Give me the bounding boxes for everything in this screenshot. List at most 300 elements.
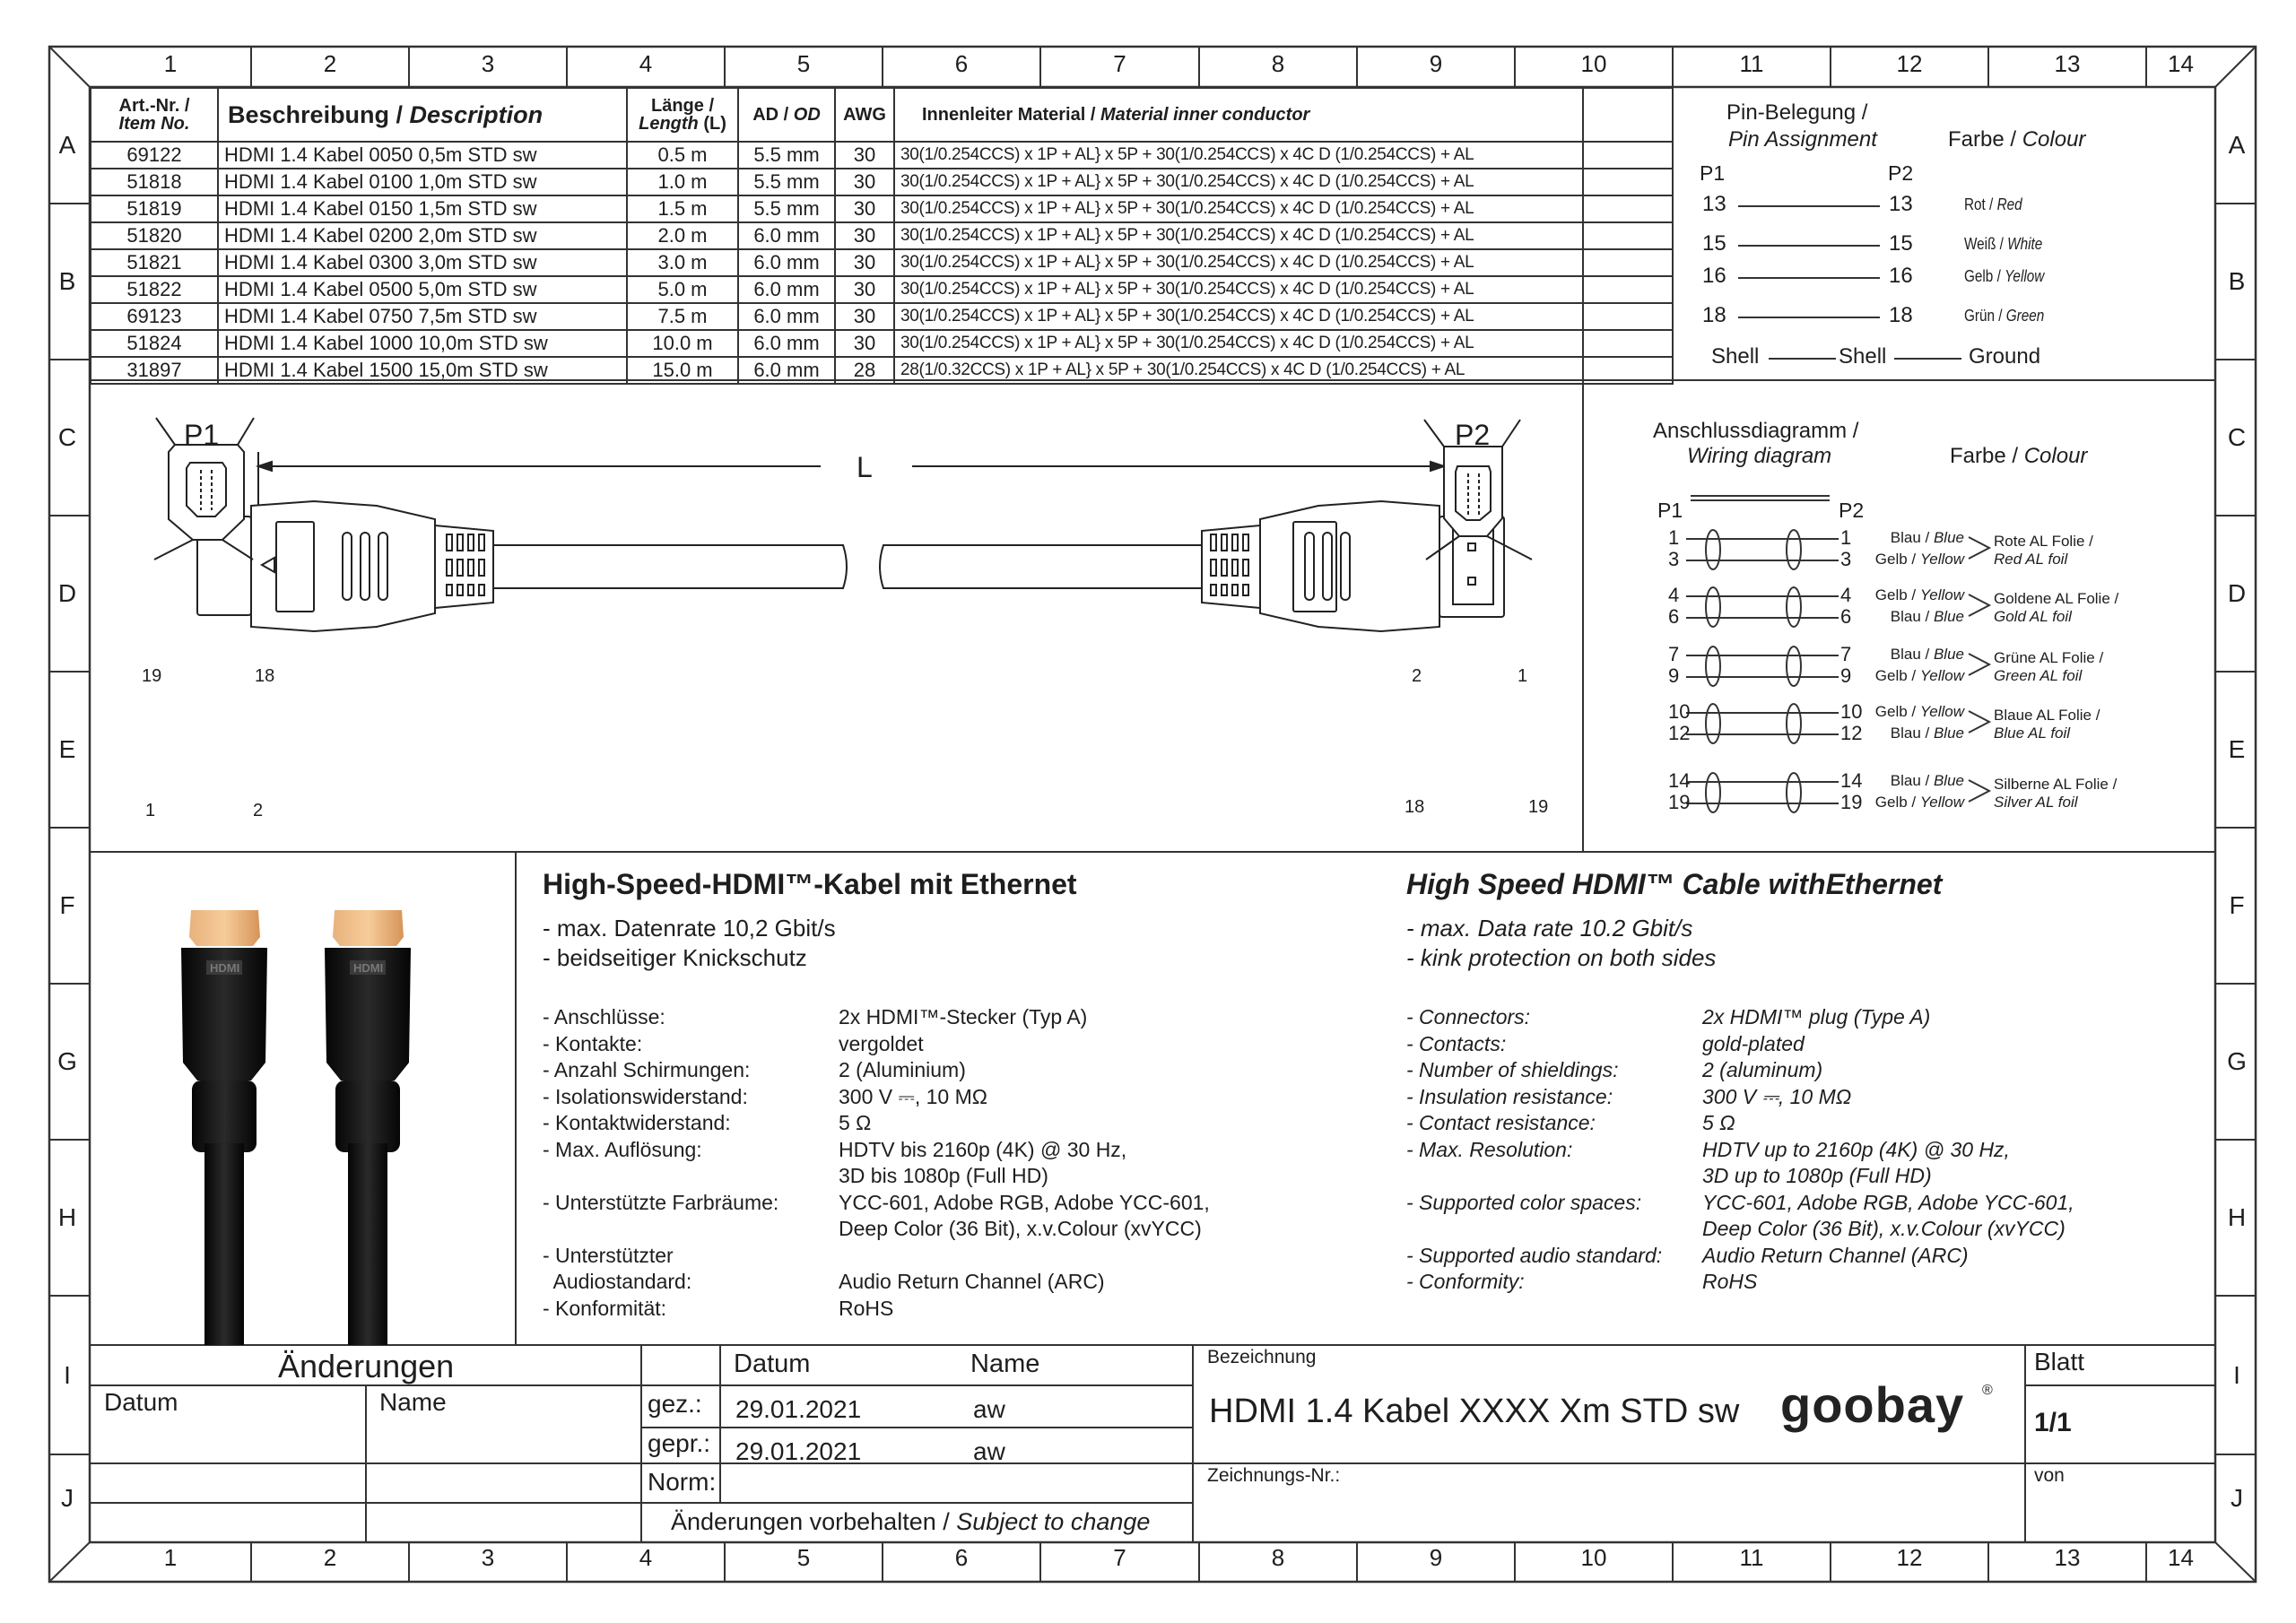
spec-key: - Unterstützte Farbräume: [543, 1190, 779, 1214]
wiring-p2-b: 9 [1840, 664, 1852, 687]
bullet-en-2: - kink protection on both sides [1406, 944, 1717, 971]
wiring-colour-1: Gelb / Yellow [1874, 586, 1964, 603]
wiring-p1-a: 10 [1668, 700, 1691, 723]
spec-value: 3D up to 1080p (Full HD) [1702, 1164, 1932, 1187]
spec-value: gold-plated [1702, 1031, 1805, 1055]
row-label-B-right: B [2228, 267, 2246, 295]
cell-no: 69122 [91, 142, 218, 169]
column-label-13-bottom: 13 [2054, 1544, 2081, 1571]
column-label-9-bottom: 9 [1429, 1544, 1443, 1571]
cell-desc: HDMI 1.4 Kabel 0050 0,5m STD sw [218, 142, 627, 169]
wiring-p2-a: 1 [1840, 526, 1852, 549]
spec-row [543, 1269, 1210, 1296]
table-row [91, 222, 1673, 249]
spec-value: 300 V ⎓, 10 MΩ [839, 1084, 987, 1108]
cell-desc: HDMI 1.4 Kabel 0100 1,0m STD sw [218, 169, 627, 195]
column-label-13-top: 13 [2054, 50, 2081, 77]
column-label-12-top: 12 [1896, 50, 1923, 77]
row-label-E-left: E [58, 735, 76, 763]
spec-row [1406, 1137, 2074, 1164]
wiring-colour-2: Gelb / Yellow [1874, 551, 1964, 568]
wiring-foil-en: Red AL foil [1994, 551, 2068, 568]
wiring-p2-a: 7 [1840, 643, 1852, 665]
item-table [90, 87, 1674, 385]
end-right-pin1: 1 [1518, 666, 1528, 686]
pin-p2-number: 18 [1889, 303, 1913, 327]
spec-value: 2 (aluminum) [1702, 1058, 1823, 1081]
row-label-D-right: D [2227, 579, 2247, 607]
tb-datum-header: Datum [734, 1350, 811, 1378]
plug-left [181, 910, 267, 1345]
pin-title-de: Pin-Belegung / [1726, 100, 1868, 125]
pin-shell-1: Shell [1711, 344, 1760, 369]
end-right-pin19: 19 [1528, 797, 1549, 817]
cell-len: 10.0 m [627, 330, 738, 357]
wiring-pair-2 [1650, 584, 2119, 638]
wiring-p1-a: 14 [1668, 769, 1691, 792]
spec-value: 2 (Aluminium) [839, 1058, 966, 1081]
column-label-10-bottom: 10 [1580, 1544, 1607, 1571]
end-right-pin2: 2 [1412, 666, 1422, 686]
spec-row [1406, 1243, 2074, 1270]
spec-key: - Konformität: [543, 1296, 667, 1320]
spec-value: Deep Color (36 Bit), x.v.Colour (xvYCC) [1702, 1217, 2066, 1240]
tb-gepr-name: aw [973, 1437, 1005, 1465]
column-label-7-bottom: 7 [1113, 1544, 1126, 1571]
cell-ad: 5.5 mm [738, 142, 835, 169]
tb-bezeichnung: Bezeichnung [1207, 1347, 1317, 1367]
cell-awg: 30 [835, 195, 894, 222]
spec-key [1406, 1163, 1702, 1190]
column-label-12-bottom: 12 [1896, 1544, 1923, 1571]
wiring-colour-1: Blau / Blue [1890, 529, 1964, 546]
spec-row [543, 1137, 1210, 1164]
cell-awg: 30 [835, 330, 894, 357]
drawing-length: L [857, 451, 873, 483]
pin-colour-label: Grün / Green [1964, 307, 2045, 325]
wiring-colour-2: Gelb / Yellow [1874, 794, 1964, 811]
product-title-en: High Speed HDMI™ Cable withEthernet [1406, 868, 1943, 900]
cell-awg: 28 [835, 357, 894, 384]
spec-value: HDTV up to 2160p (4K) @ 30 Hz, [1702, 1137, 2010, 1161]
plug-right [325, 910, 411, 1345]
wiring-p2-b: 6 [1840, 605, 1852, 628]
spec-key: - Unterstützter [543, 1243, 674, 1267]
tb-name-header: Name [970, 1350, 1040, 1378]
changes-heading: Änderungen [278, 1348, 455, 1384]
wiring-p2-b: 3 [1840, 548, 1852, 570]
table-row [91, 169, 1673, 195]
wiring-p1-b: 9 [1668, 664, 1680, 687]
wiring-p1-b: 12 [1668, 722, 1691, 744]
wiring-colour-2: Blau / Blue [1890, 608, 1964, 625]
spec-row [1406, 1190, 2074, 1217]
cable-drawing [90, 380, 1583, 852]
cell-no: 31897 [91, 357, 218, 384]
wiring-p2: P2 [1839, 499, 1865, 522]
spec-value: Audio Return Channel (ARC) [839, 1270, 1105, 1293]
column-label-5-top: 5 [796, 50, 811, 77]
wiring-colour-1: Gelb / Yellow [1874, 703, 1964, 720]
spec-row [543, 1110, 1210, 1137]
cell-awg: 30 [835, 169, 894, 195]
spec-row [1406, 1004, 2074, 1031]
wiring-foil-en: Green AL foil [1994, 667, 2083, 684]
pin-shell-2: Shell [1839, 344, 1887, 369]
cell-desc: HDMI 1.4 Kabel 0300 3,0m STD sw [218, 249, 627, 276]
spec-value: 2x HDMI™-Stecker (Typ A) [839, 1005, 1088, 1028]
cell-mat: 30(1/0.254CCS) x 1P + AL} x 5P + 30(1/0.254CCS) x 4C D (1/0.254CCS) + AL [894, 249, 1673, 276]
end-left-pin19: 19 [142, 666, 162, 686]
spec-row [543, 1031, 1210, 1058]
cell-ad: 6.0 mm [738, 249, 835, 276]
wiring-foil-de: Blaue AL Folie / [1994, 707, 2100, 724]
cell-mat: 30(1/0.254CCS) x 1P + AL} x 5P + 30(1/0.254CCS) x 4C D (1/0.254CCS) + AL [894, 303, 1673, 330]
logo-registered-mark: ® [1982, 1383, 1993, 1398]
header-ad-od: AD / OD [738, 88, 835, 142]
tb-sheet-number: 1/1 [2034, 1408, 2072, 1437]
cell-desc: HDMI 1.4 Kabel 0750 7,5m STD sw [218, 303, 627, 330]
cell-awg: 30 [835, 222, 894, 249]
spec-row [1406, 1084, 2074, 1111]
wiring-colour-header: Farbe / Colour [1950, 444, 2088, 468]
spec-key: - Kontaktwiderstand: [543, 1111, 731, 1134]
cell-mat: 30(1/0.254CCS) x 1P + AL} x 5P + 30(1/0.254CCS) x 4C D (1/0.254CCS) + AL [894, 142, 1673, 169]
end-left-pin1: 1 [145, 801, 156, 820]
pin-p1-number: 15 [1702, 231, 1726, 256]
pin-p2-number: 15 [1889, 231, 1913, 256]
spec-key: - Supported audio standard: [1406, 1243, 1663, 1267]
row-label-I-right: I [2233, 1360, 2240, 1389]
column-label-1-bottom: 1 [163, 1544, 178, 1571]
wiring-p2-a: 10 [1840, 700, 1863, 723]
cell-desc: HDMI 1.4 Kabel 1500 15,0m STD sw [218, 357, 627, 384]
column-label-10-top: 10 [1580, 50, 1607, 77]
column-label-11-bottom: 11 [1739, 1544, 1764, 1571]
row-label-H-right: H [2227, 1203, 2247, 1231]
cell-len: 1.5 m [627, 195, 738, 222]
wiring-pair-1 [1650, 526, 2099, 580]
spec-value: 5 Ω [839, 1111, 872, 1134]
table-row [91, 195, 1673, 222]
spec-key: - Isolationswiderstand: [543, 1084, 748, 1108]
column-label-4-bottom: 4 [639, 1544, 653, 1571]
column-label-14-top: 14 [2168, 50, 2194, 77]
wiring-p1-b: 19 [1668, 791, 1691, 813]
cell-ad: 6.0 mm [738, 303, 835, 330]
spec-row [1406, 1057, 2074, 1084]
cell-desc: HDMI 1.4 Kabel 0200 2,0m STD sw [218, 222, 627, 249]
spec-value: 5 Ω [1702, 1111, 1735, 1134]
wiring-pair-4 [1650, 700, 2099, 754]
column-label-8-top: 8 [1271, 50, 1285, 77]
wiring-p1: P1 [1657, 499, 1683, 522]
pin-colour-label: Rot / Red [1964, 195, 2022, 213]
wiring-foil-en: Blue AL foil [1994, 725, 2071, 742]
spec-row [543, 1004, 1210, 1031]
cell-no: 51821 [91, 249, 218, 276]
wiring-foil-en: Gold AL foil [1994, 608, 2072, 625]
tb-gepr-date: 29.01.2021 [735, 1437, 862, 1465]
pin-colour-label: Weiß / White [1964, 235, 2043, 253]
row-label-F-right: F [2229, 891, 2245, 919]
spec-value: 2x HDMI™ plug (Type A) [1702, 1005, 1931, 1028]
row-label-J-right: J [2231, 1484, 2243, 1512]
header-length: Länge / Length (L) [627, 88, 738, 142]
spec-key: - Number of shieldings: [1406, 1058, 1619, 1081]
pin-p1-number: 18 [1702, 303, 1726, 327]
pin-colour-label: Gelb / Yellow [1964, 267, 2045, 285]
tb-zeichnungs-nr: Zeichnungs-Nr.: [1207, 1465, 1341, 1486]
column-label-1-top: 1 [163, 50, 178, 77]
wiring-colour-2: Gelb / Yellow [1874, 667, 1964, 684]
row-label-B-left: B [58, 267, 76, 295]
wiring-foil-de: Silberne AL Folie / [1994, 776, 2118, 793]
spec-row [543, 1057, 1210, 1084]
wiring-foil-de: Goldene AL Folie / [1994, 590, 2119, 607]
wiring-p2-b: 12 [1840, 722, 1863, 744]
tb-subject-to-change: Änderungen vorbehalten / Subject to change [671, 1508, 1151, 1535]
cell-no: 51822 [91, 276, 218, 303]
spec-row [1406, 1031, 2074, 1058]
cell-mat: 28(1/0.32CCS) x 1P + AL} x 5P + 30(1/0.254CCS) x 4C D (1/0.254CCS) + AL [894, 357, 1673, 384]
tb-drawing-title: HDMI 1.4 Kabel XXXX Xm STD sw [1209, 1393, 1740, 1430]
spec-row [543, 1216, 1210, 1243]
spec-value: RoHS [1702, 1270, 1758, 1293]
row-label-H-left: H [57, 1203, 77, 1231]
table-row [91, 330, 1673, 357]
cell-awg: 30 [835, 249, 894, 276]
spec-row [543, 1190, 1210, 1217]
spec-row [543, 1084, 1210, 1111]
spec-value: YCC-601, Adobe RGB, Adobe YCC-601, [839, 1190, 1210, 1214]
spec-value: Audio Return Channel (ARC) [1702, 1243, 1969, 1267]
cell-ad: 6.0 mm [738, 357, 835, 384]
pin-shell-line [1769, 358, 1836, 360]
row-label-A-left: A [58, 131, 76, 159]
pin-ground-line [1894, 358, 1961, 360]
wiring-p1-a: 7 [1668, 643, 1680, 665]
cell-desc: HDMI 1.4 Kabel 0500 5,0m STD sw [218, 276, 627, 303]
column-label-2-top: 2 [323, 50, 337, 77]
pin-connection-line [1738, 277, 1880, 279]
pin-p1-number: 13 [1702, 192, 1726, 216]
drawing-p1: P1 [184, 419, 220, 451]
spec-key: - Anschlüsse: [543, 1005, 665, 1028]
spec-key: Audiostandard: [543, 1270, 692, 1293]
product-photo [170, 874, 448, 1345]
spec-key: - Contact resistance: [1406, 1111, 1596, 1134]
row-label-E-right: E [2228, 735, 2246, 763]
cell-ad: 5.5 mm [738, 169, 835, 195]
pin-connection-line [1738, 245, 1880, 247]
column-label-5-bottom: 5 [796, 1544, 811, 1571]
spec-key: - Connectors: [1406, 1005, 1531, 1028]
wiring-foil-de: Grüne AL Folie / [1994, 649, 2104, 666]
cell-len: 15.0 m [627, 357, 738, 384]
table-row [91, 276, 1673, 303]
tb-gez-label: gez.: [648, 1390, 702, 1418]
row-label-G-right: G [2227, 1047, 2247, 1075]
spec-value: HDTV bis 2160p (4K) @ 30 Hz, [839, 1137, 1127, 1161]
spec-row [543, 1296, 1210, 1323]
table-row [91, 142, 1673, 169]
spec-key: - Anzahl Schirmungen: [543, 1058, 751, 1081]
drawing-p2: P2 [1455, 419, 1491, 451]
cell-len: 3.0 m [627, 249, 738, 276]
spec-value: vergoldet [839, 1031, 924, 1055]
table-header-row [91, 88, 1673, 142]
cell-desc: HDMI 1.4 Kabel 1000 10,0m STD sw [218, 330, 627, 357]
spec-key [543, 1216, 839, 1243]
table-row [91, 303, 1673, 330]
cell-mat: 30(1/0.254CCS) x 1P + AL} x 5P + 30(1/0.254CCS) x 4C D (1/0.254CCS) + AL [894, 276, 1673, 303]
wiring-title-en: Wiring diagram [1687, 444, 1832, 468]
spec-row [1406, 1216, 2074, 1243]
spec-row [543, 1163, 1210, 1190]
wiring-foil-de: Rote AL Folie / [1994, 533, 2093, 550]
end-right-pin18: 18 [1405, 797, 1425, 817]
row-label-A-right: A [2228, 131, 2246, 159]
wiring-pair-3 [1650, 643, 2104, 697]
column-label-9-top: 9 [1429, 50, 1443, 77]
header-awg: AWG [835, 88, 894, 142]
pin-ground: Ground [1969, 344, 2041, 369]
tb-gez-name: aw [973, 1395, 1005, 1423]
column-label-3-bottom: 3 [481, 1544, 495, 1571]
spec-key: - Conformity: [1406, 1270, 1525, 1293]
spec-value: RoHS [839, 1296, 894, 1320]
row-label-D-left: D [57, 579, 77, 607]
spec-value: YCC-601, Adobe RGB, Adobe YCC-601, [1702, 1190, 2074, 1214]
row-label-G-left: G [57, 1047, 77, 1075]
wiring-pair-5 [1650, 769, 2118, 823]
changes-datum-col: Datum [104, 1388, 178, 1416]
cell-no: 51819 [91, 195, 218, 222]
spec-row [1406, 1110, 2074, 1137]
cell-mat: 30(1/0.254CCS) x 1P + AL} x 5P + 30(1/0.254CCS) x 4C D (1/0.254CCS) + AL [894, 222, 1673, 249]
spec-value: 3D bis 1080p (Full HD) [839, 1164, 1048, 1187]
cell-awg: 30 [835, 303, 894, 330]
wiring-colour-1: Blau / Blue [1890, 646, 1964, 663]
row-label-F-left: F [59, 891, 75, 919]
wiring-p2-b: 19 [1840, 791, 1863, 813]
wiring-p1-a: 1 [1668, 526, 1680, 549]
changes-name-col: Name [379, 1388, 447, 1416]
product-title-de: High-Speed-HDMI™-Kabel mit Ethernet [543, 868, 1077, 900]
tb-gez-date: 29.01.2021 [735, 1395, 862, 1423]
cell-len: 2.0 m [627, 222, 738, 249]
spec-value: Deep Color (36 Bit), x.v.Colour (xvYCC) [839, 1217, 1202, 1240]
wiring-p2-a: 14 [1840, 769, 1863, 792]
pin-p2-number: 13 [1889, 192, 1913, 216]
column-label-6-bottom: 6 [954, 1544, 969, 1571]
cell-awg: 30 [835, 142, 894, 169]
plug-right-label: HDMI [353, 961, 384, 975]
pin-colour-header: Farbe / Colour [1948, 127, 2086, 152]
cell-awg: 30 [835, 276, 894, 303]
wiring-p1-a: 4 [1668, 584, 1680, 606]
row-label-C-left: C [57, 423, 77, 451]
plug-left-label: HDMI [210, 961, 240, 975]
header-material: Innenleiter Material / Material inner conductor [894, 88, 1673, 142]
wiring-colour-2: Blau / Blue [1890, 725, 1964, 742]
cell-ad: 6.0 mm [738, 276, 835, 303]
cell-len: 1.0 m [627, 169, 738, 195]
spec-row [543, 1243, 1210, 1270]
header-item-no: Art.-Nr. / Item No. [91, 88, 218, 142]
wiring-foil-en: Silver AL foil [1994, 794, 2078, 811]
spec-key: - Max. Resolution: [1406, 1137, 1573, 1161]
table-row [91, 249, 1673, 276]
spec-key: - Max. Auflösung: [543, 1137, 702, 1161]
wiring-p1-b: 3 [1668, 548, 1680, 570]
row-label-I-left: I [64, 1360, 71, 1389]
spec-key [1406, 1216, 1702, 1243]
wiring-p1-b: 6 [1668, 605, 1680, 628]
wiring-colour-1: Blau / Blue [1890, 772, 1964, 789]
spec-row [1406, 1269, 2074, 1296]
column-label-6-top: 6 [954, 50, 969, 77]
column-label-11-top: 11 [1739, 50, 1764, 77]
cell-mat: 30(1/0.254CCS) x 1P + AL} x 5P + 30(1/0.254CCS) x 4C D (1/0.254CCS) + AL [894, 169, 1673, 195]
cell-no: 69123 [91, 303, 218, 330]
column-label-4-top: 4 [639, 50, 653, 77]
pin-connection-line [1738, 205, 1880, 207]
cell-no: 51824 [91, 330, 218, 357]
cell-no: 51820 [91, 222, 218, 249]
column-label-3-top: 3 [481, 50, 495, 77]
pin-title-en: Pin Assignment [1728, 127, 1877, 152]
header-description: Beschreibung / Description [218, 88, 627, 142]
spec-key: - Insulation resistance: [1406, 1084, 1613, 1108]
end-left-pin18: 18 [255, 666, 275, 686]
spec-key: - Kontakte: [543, 1031, 643, 1055]
bullet-en-1: - max. Data rate 10.2 Gbit/s [1406, 915, 1693, 942]
cell-desc: HDMI 1.4 Kabel 0150 1,5m STD sw [218, 195, 627, 222]
spec-key [543, 1163, 839, 1190]
pin-p1: P1 [1700, 161, 1726, 185]
cell-len: 7.5 m [627, 303, 738, 330]
bullet-de-2: - beidseitiger Knickschutz [543, 944, 807, 971]
end-left-pin2: 2 [253, 801, 264, 820]
column-label-2-bottom: 2 [323, 1544, 337, 1571]
tb-von: von [2034, 1465, 2065, 1486]
cell-no: 51818 [91, 169, 218, 195]
column-label-14-bottom: 14 [2168, 1544, 2194, 1571]
cell-ad: 6.0 mm [738, 222, 835, 249]
pin-p1-number: 16 [1702, 264, 1726, 288]
cell-len: 5.0 m [627, 276, 738, 303]
spec-key: - Contacts: [1406, 1031, 1507, 1055]
tb-norm-label: Norm: [648, 1468, 717, 1496]
cell-mat: 30(1/0.254CCS) x 1P + AL} x 5P + 30(1/0.254CCS) x 4C D (1/0.254CCS) + AL [894, 330, 1673, 357]
pin-p2: P2 [1888, 161, 1914, 185]
pin-p2-number: 16 [1889, 264, 1913, 288]
tb-blatt-label: Blatt [2034, 1348, 2085, 1376]
tb-gepr-label: gepr.: [648, 1429, 711, 1457]
cell-ad: 5.5 mm [738, 195, 835, 222]
cell-mat: 30(1/0.254CCS) x 1P + AL} x 5P + 30(1/0.254CCS) x 4C D (1/0.254CCS) + AL [894, 195, 1673, 222]
row-label-J-left: J [61, 1484, 74, 1512]
pin-connection-line [1738, 317, 1880, 318]
cell-ad: 6.0 mm [738, 330, 835, 357]
column-label-7-top: 7 [1113, 50, 1126, 77]
column-label-8-bottom: 8 [1271, 1544, 1285, 1571]
wiring-title-de: Anschlussdiagramm / [1653, 419, 1859, 443]
wiring-p2-a: 4 [1840, 584, 1852, 606]
spec-row [1406, 1163, 2074, 1190]
